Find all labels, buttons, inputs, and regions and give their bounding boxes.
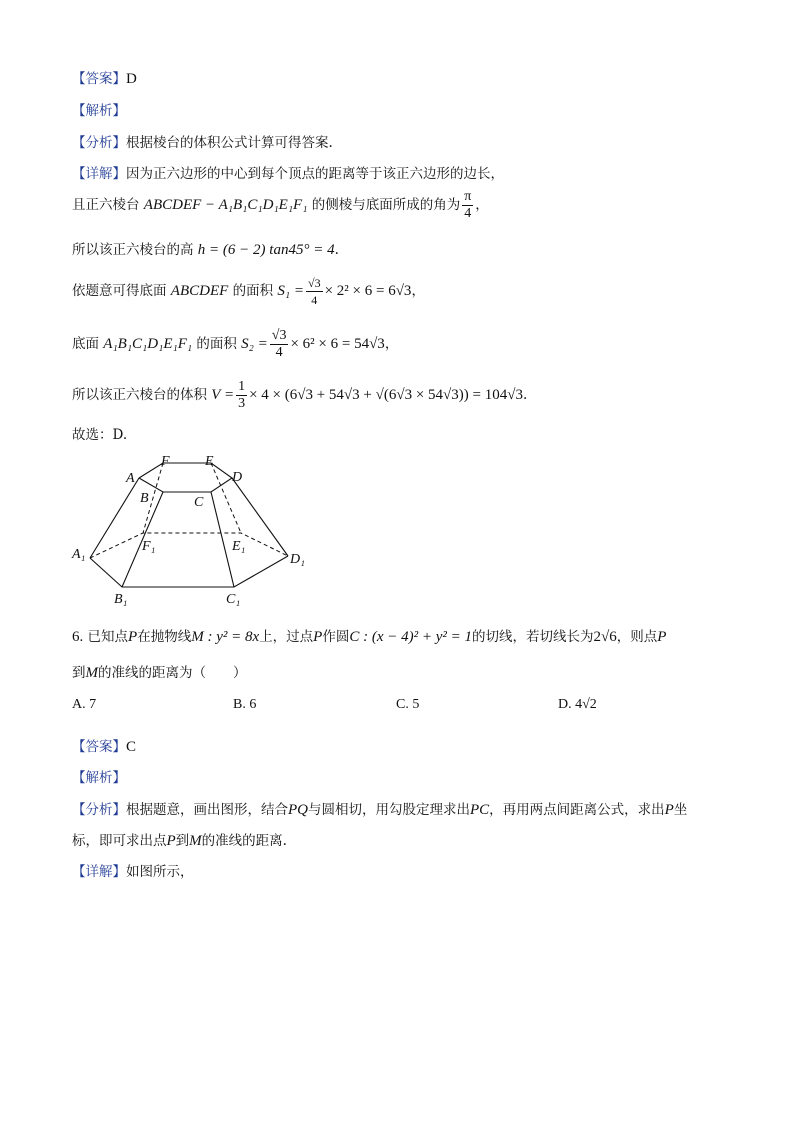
point-P-4: P [664,802,674,818]
label-B: B [140,491,149,506]
label-C: C [194,495,204,510]
fenxi-c: ，再用两点间距离公式，求出 [489,802,665,818]
tangent-length: 2√6 [593,629,617,645]
stem-line2b: 的准线的距离为（ ） [98,665,247,681]
point-P-5: P [166,833,176,849]
answer-value: D [126,71,137,87]
label-B1: B₁ [114,592,128,607]
area1-lhs: S₁ = [277,283,304,299]
stem-e: 的切线，若切线长为 [472,629,594,645]
detail-text: 因为正六边形的中心到每个顶点的距离等于该正六边形的边长， [126,166,504,182]
line4-prefix: 依题意可得底面 [72,283,167,299]
q5-detail-line [72,162,504,182]
sqrt3-over-4-b: $\frac{√3}{4}$ [271,328,287,360]
line5-mid: 的面积 [196,336,237,352]
q5-line4 [72,276,425,307]
fenxi-line2c: 的准线的距离. [201,833,287,849]
q5-line6 [72,380,527,411]
fenxi-a: 根据题意，画出图形，结合 [126,802,288,818]
bottom-back-edges [90,533,288,558]
fenxi-d: 坐 [673,802,688,818]
base-name: ABCDEF [170,283,229,299]
edge-AA1 [90,478,139,558]
line2-prefix: 且正六棱台 [72,197,140,213]
q6-answer-line [72,735,136,756]
one-third: $\frac{1}{3}$ [238,379,246,411]
label-E1: E₁ [232,539,246,554]
q5-line3 [72,238,339,259]
point-P-3: P [657,629,667,645]
q6-stem-line1 [72,625,666,646]
detail-text-6: 如图所示， [126,864,194,880]
label-A1: A₁ [72,547,86,562]
line3-prefix: 所以该正六棱台的高 [72,242,194,258]
q6-fenxi-line2 [72,829,287,850]
segment-PQ: PQ [288,802,308,818]
point-P: P [128,629,138,645]
analysis-tag: 【解析】 [72,103,126,119]
line2-end: ， [475,197,489,213]
frustum-figure [70,448,320,608]
bottom-name: A₁B₁C₁D₁E₁F₁ [103,336,193,352]
q6-detail-line [72,860,194,880]
parabola-M-2: M [189,833,202,849]
option-a[interactable]: A. 7 [72,697,97,712]
fenxi-line2a: 标，即可求出点 [72,833,167,849]
area2-rhs: × 6² × 6 = 54√3 [290,336,385,352]
line5-prefix: 底面 [72,336,99,352]
detail-tag: 【详解】 [72,166,126,182]
stem-c: 上，过点 [259,629,314,645]
stem-b: 在抛物线 [137,629,192,645]
stem-line2: 到 [72,665,86,681]
question-number: 6. [72,629,84,645]
choose-text: 故选：D. [72,427,128,443]
stem-f: ，则点 [616,629,658,645]
point-P-2: P [313,629,323,645]
fenxi-tag: 【分析】 [72,135,126,151]
top-hexagon [139,463,232,492]
sqrt3-over-4: $\frac{√3}{4}$ [307,276,321,307]
answer-tag: 【答案】 [72,71,126,87]
parabola-M: M [85,665,98,681]
q5-answer-line [72,67,137,88]
area1-rhs: × 2² × 6 = 6√3 [324,283,412,299]
label-F: F [161,454,170,469]
line4-end: ， [411,283,425,299]
answer-tag-6: 【答案】 [72,739,126,755]
option-c[interactable]: C. 5 [396,697,420,712]
line6-end: . [522,387,528,403]
q6-analysis-line [72,766,126,786]
fenxi-tag-6: 【分析】 [72,802,126,818]
q6-fenxi-line1 [72,798,687,819]
fenxi-b: 与圆相切，用勾股定理求出 [308,802,470,818]
edge-CC1 [211,492,234,587]
q5-line2 [72,190,489,221]
q5-choose [72,423,127,443]
bottom-front-edges [90,556,288,587]
line2-mid: 的侧棱与底面所成的角为 [311,197,461,213]
q5-analysis-line [72,99,126,119]
circle-eq: C : (x − 4)² + y² = 1 [349,629,472,645]
q5-line5 [72,329,398,360]
detail-tag-6: 【详解】 [72,864,126,880]
label-D: D [232,470,243,485]
option-b[interactable]: B. 6 [233,697,257,712]
line3-end: . [334,242,339,258]
label-D1: D₁ [290,552,305,567]
pi-over-4: $\frac{\pi}{4}$ [464,189,472,221]
label-A: A [126,471,135,486]
frustum-name: ABCDEF − A₁B₁C₁D₁E₁F₁ [143,197,308,213]
label-F1: F₁ [142,539,156,554]
fenxi-text: 根据棱台的体积公式计算可得答案. [126,135,333,151]
analysis-tag-6: 【解析】 [72,770,126,786]
line6-prefix: 所以该正六棱台的体积 [72,387,207,403]
segment-PC: PC [470,802,490,818]
parabola-eq: M : y² = 8x [191,629,260,645]
label-E: E [205,454,214,469]
fenxi-line2b: 到 [175,833,190,849]
answer-value-6: C [126,739,137,755]
stem-a: 已知点 [87,629,129,645]
height-formula: h = (6 − 2) tan45° = 4 [197,242,335,258]
q5-fenxi-line [72,131,333,151]
label-C1: C₁ [226,592,241,607]
area2-lhs: S₂ = [241,336,268,352]
volume-rhs: × 4 × (6√3 + 54√3 + √(6√3 × 54√3)) = 104√3 [249,387,523,403]
line5-end: ， [384,336,399,352]
volume-lhs: V = [211,387,235,403]
q6-stem-line2 [72,661,247,682]
line4-mid: 的面积 [232,283,274,299]
option-d[interactable]: D. 4√2 [558,697,597,712]
stem-d: 作圆 [322,629,350,645]
